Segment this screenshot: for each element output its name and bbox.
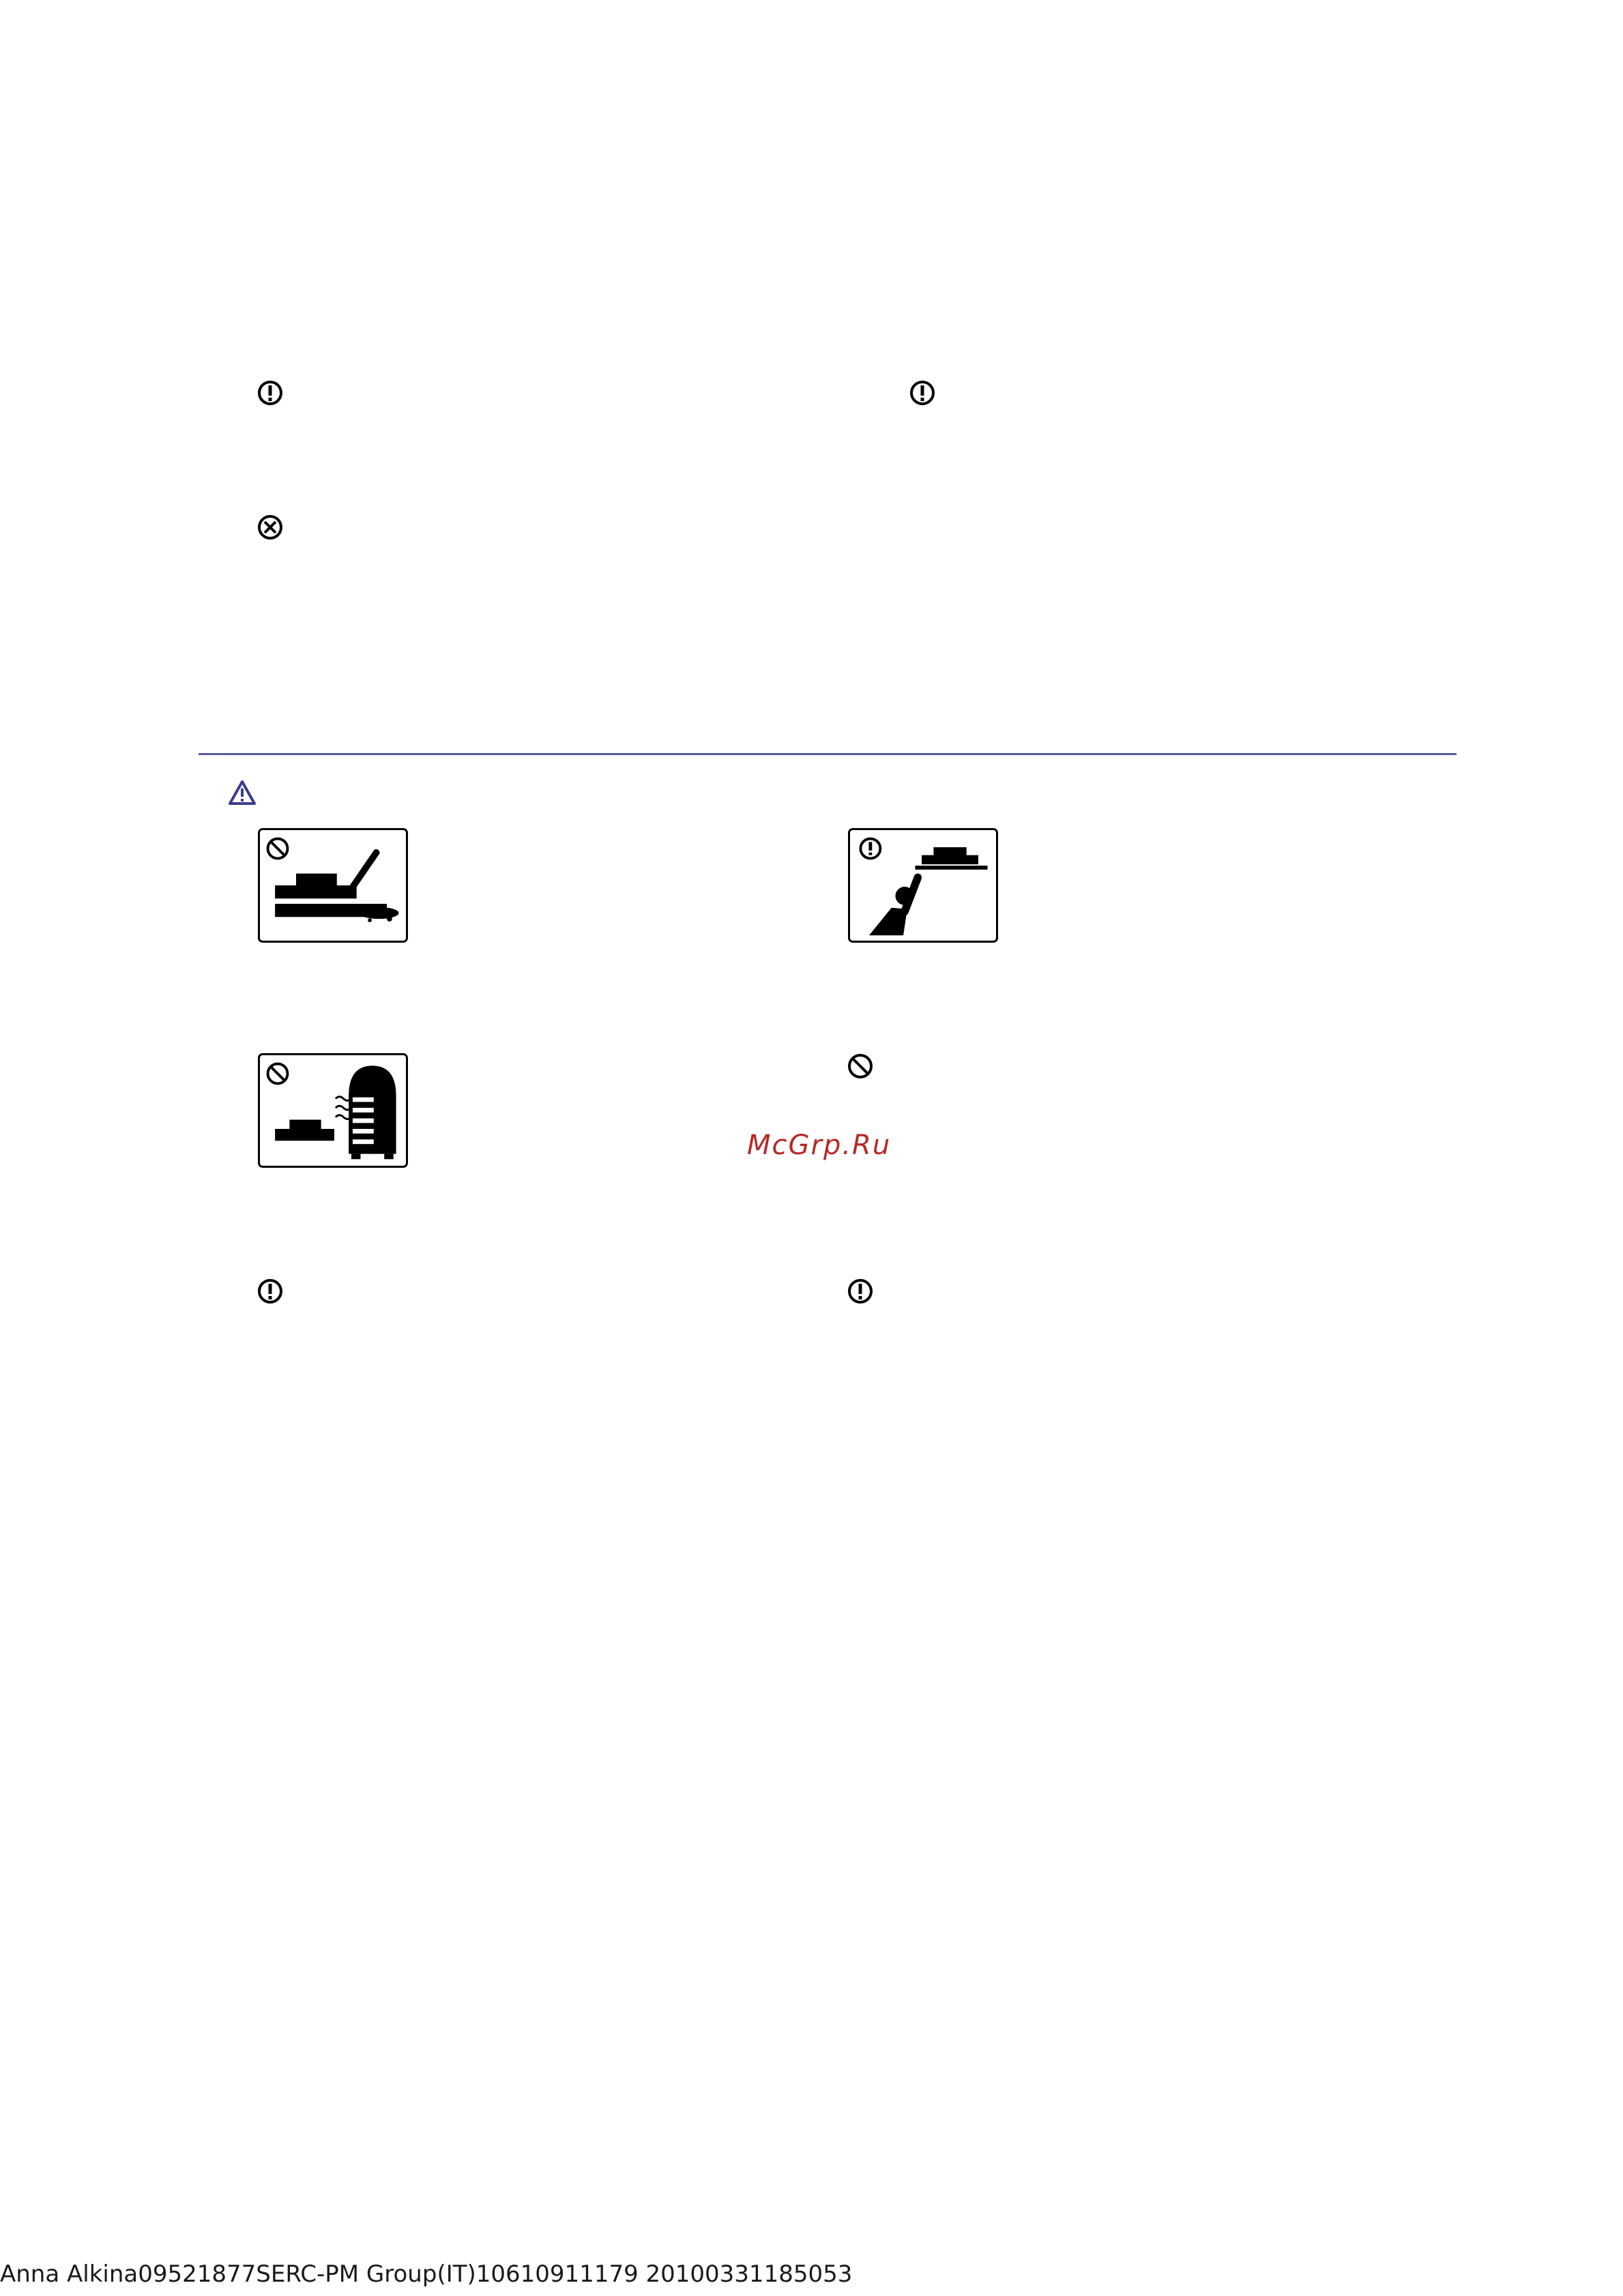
warning-triangle-icon (228, 779, 257, 806)
exclamation-circle-icon (847, 1278, 874, 1305)
keep-from-children-pictogram (848, 828, 998, 943)
crossed-circle-icon (257, 514, 284, 541)
exclamation-circle-icon (909, 379, 936, 407)
print-job-footer: Anna Alkina09521877SERC-PM Group(IT)10610911179 20100331185053 (0, 2261, 853, 2288)
no-heat-near-cartridge-pictogram (258, 1053, 408, 1168)
no-symbol-icon (847, 1053, 874, 1080)
exclamation-circle-icon (257, 1278, 284, 1305)
exclamation-circle-icon (257, 379, 284, 407)
watermark-text[interactable]: McGrp.Ru (747, 1130, 892, 1161)
no-disassemble-cartridge-pictogram (258, 828, 408, 943)
section-divider (199, 753, 1457, 755)
